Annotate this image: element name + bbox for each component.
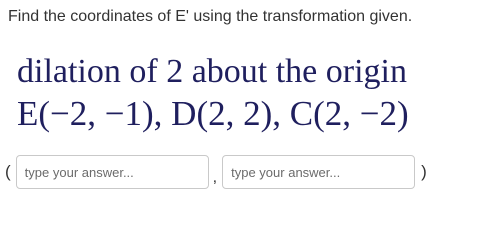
- close-paren: ): [421, 162, 427, 181]
- answer-row: [5, 155, 427, 189]
- math-statement: [17, 52, 409, 134]
- comma-separator: ,: [212, 169, 218, 186]
- open-paren: (: [5, 162, 11, 181]
- transformation-text: dilation of 2 about the origin: [17, 53, 407, 90]
- x-coordinate-input[interactable]: [16, 155, 209, 189]
- question-prompt: Find the coordinates of E' using the transformation given.: [8, 8, 413, 25]
- y-coordinate-input[interactable]: [222, 155, 415, 189]
- coordinates-text: E(−2, −1), D(2, 2), C(2, −2): [17, 94, 409, 133]
